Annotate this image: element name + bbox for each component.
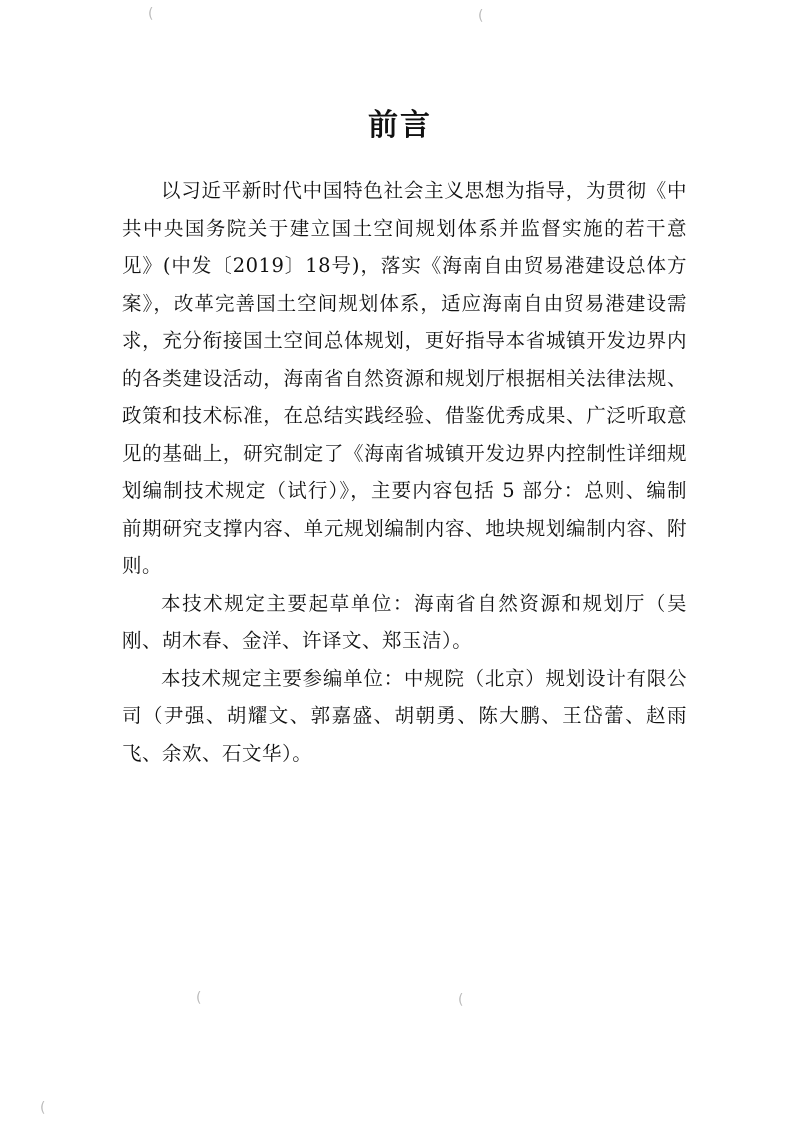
- paragraph-participating-unit: 本技术规定主要参编单位：中规院（北京）规划设计有限公司（尹强、胡耀文、郭嘉盛、胡朝勇、陈大鹏、王岱蕾、赵雨飞、余欢、石文华）。: [122, 666, 687, 765]
- scan-mark: (: [478, 8, 484, 24]
- document-body: [122, 172, 687, 772]
- page-title: 前言: [368, 108, 432, 143]
- paragraph-drafting-unit: 本技术规定主要起草单位：海南省自然资源和规划厅（吴刚、胡木春、金洋、许译文、郑玉洁）。: [122, 591, 687, 652]
- scan-mark: (: [40, 1100, 46, 1116]
- paragraph-intro: 以习近平新时代中国特色社会主义思想为指导，为贯彻《中共中央国务院关于建立国土空间规划体系并监督实施的若干意见》(中发〔2019〕18号)，落实《海南自由贸易港建设总体方案》，改革完善国土空间规划体系，适应海南自由贸易港建设需求，充分衔接国土空间总体规划，更好指导本省城镇开发边界内的各类建设活动，海南省自然资源和规划厅根据相关法律法规、政策和技术标准，在总结实践经验、借鉴优秀成果、广泛听取意见的基础上，研究制定了《海南省城镇开发边界内控制性详细规划编制技术规定（试行）》，主要内容包括 5 部分：总则、编制前期研究支撑内容、单元规划编制内容、地块规划编制内容、附则。: [122, 179, 687, 577]
- scan-mark: (: [458, 992, 464, 1008]
- scan-mark: (: [148, 6, 154, 22]
- scan-mark: (: [196, 990, 202, 1006]
